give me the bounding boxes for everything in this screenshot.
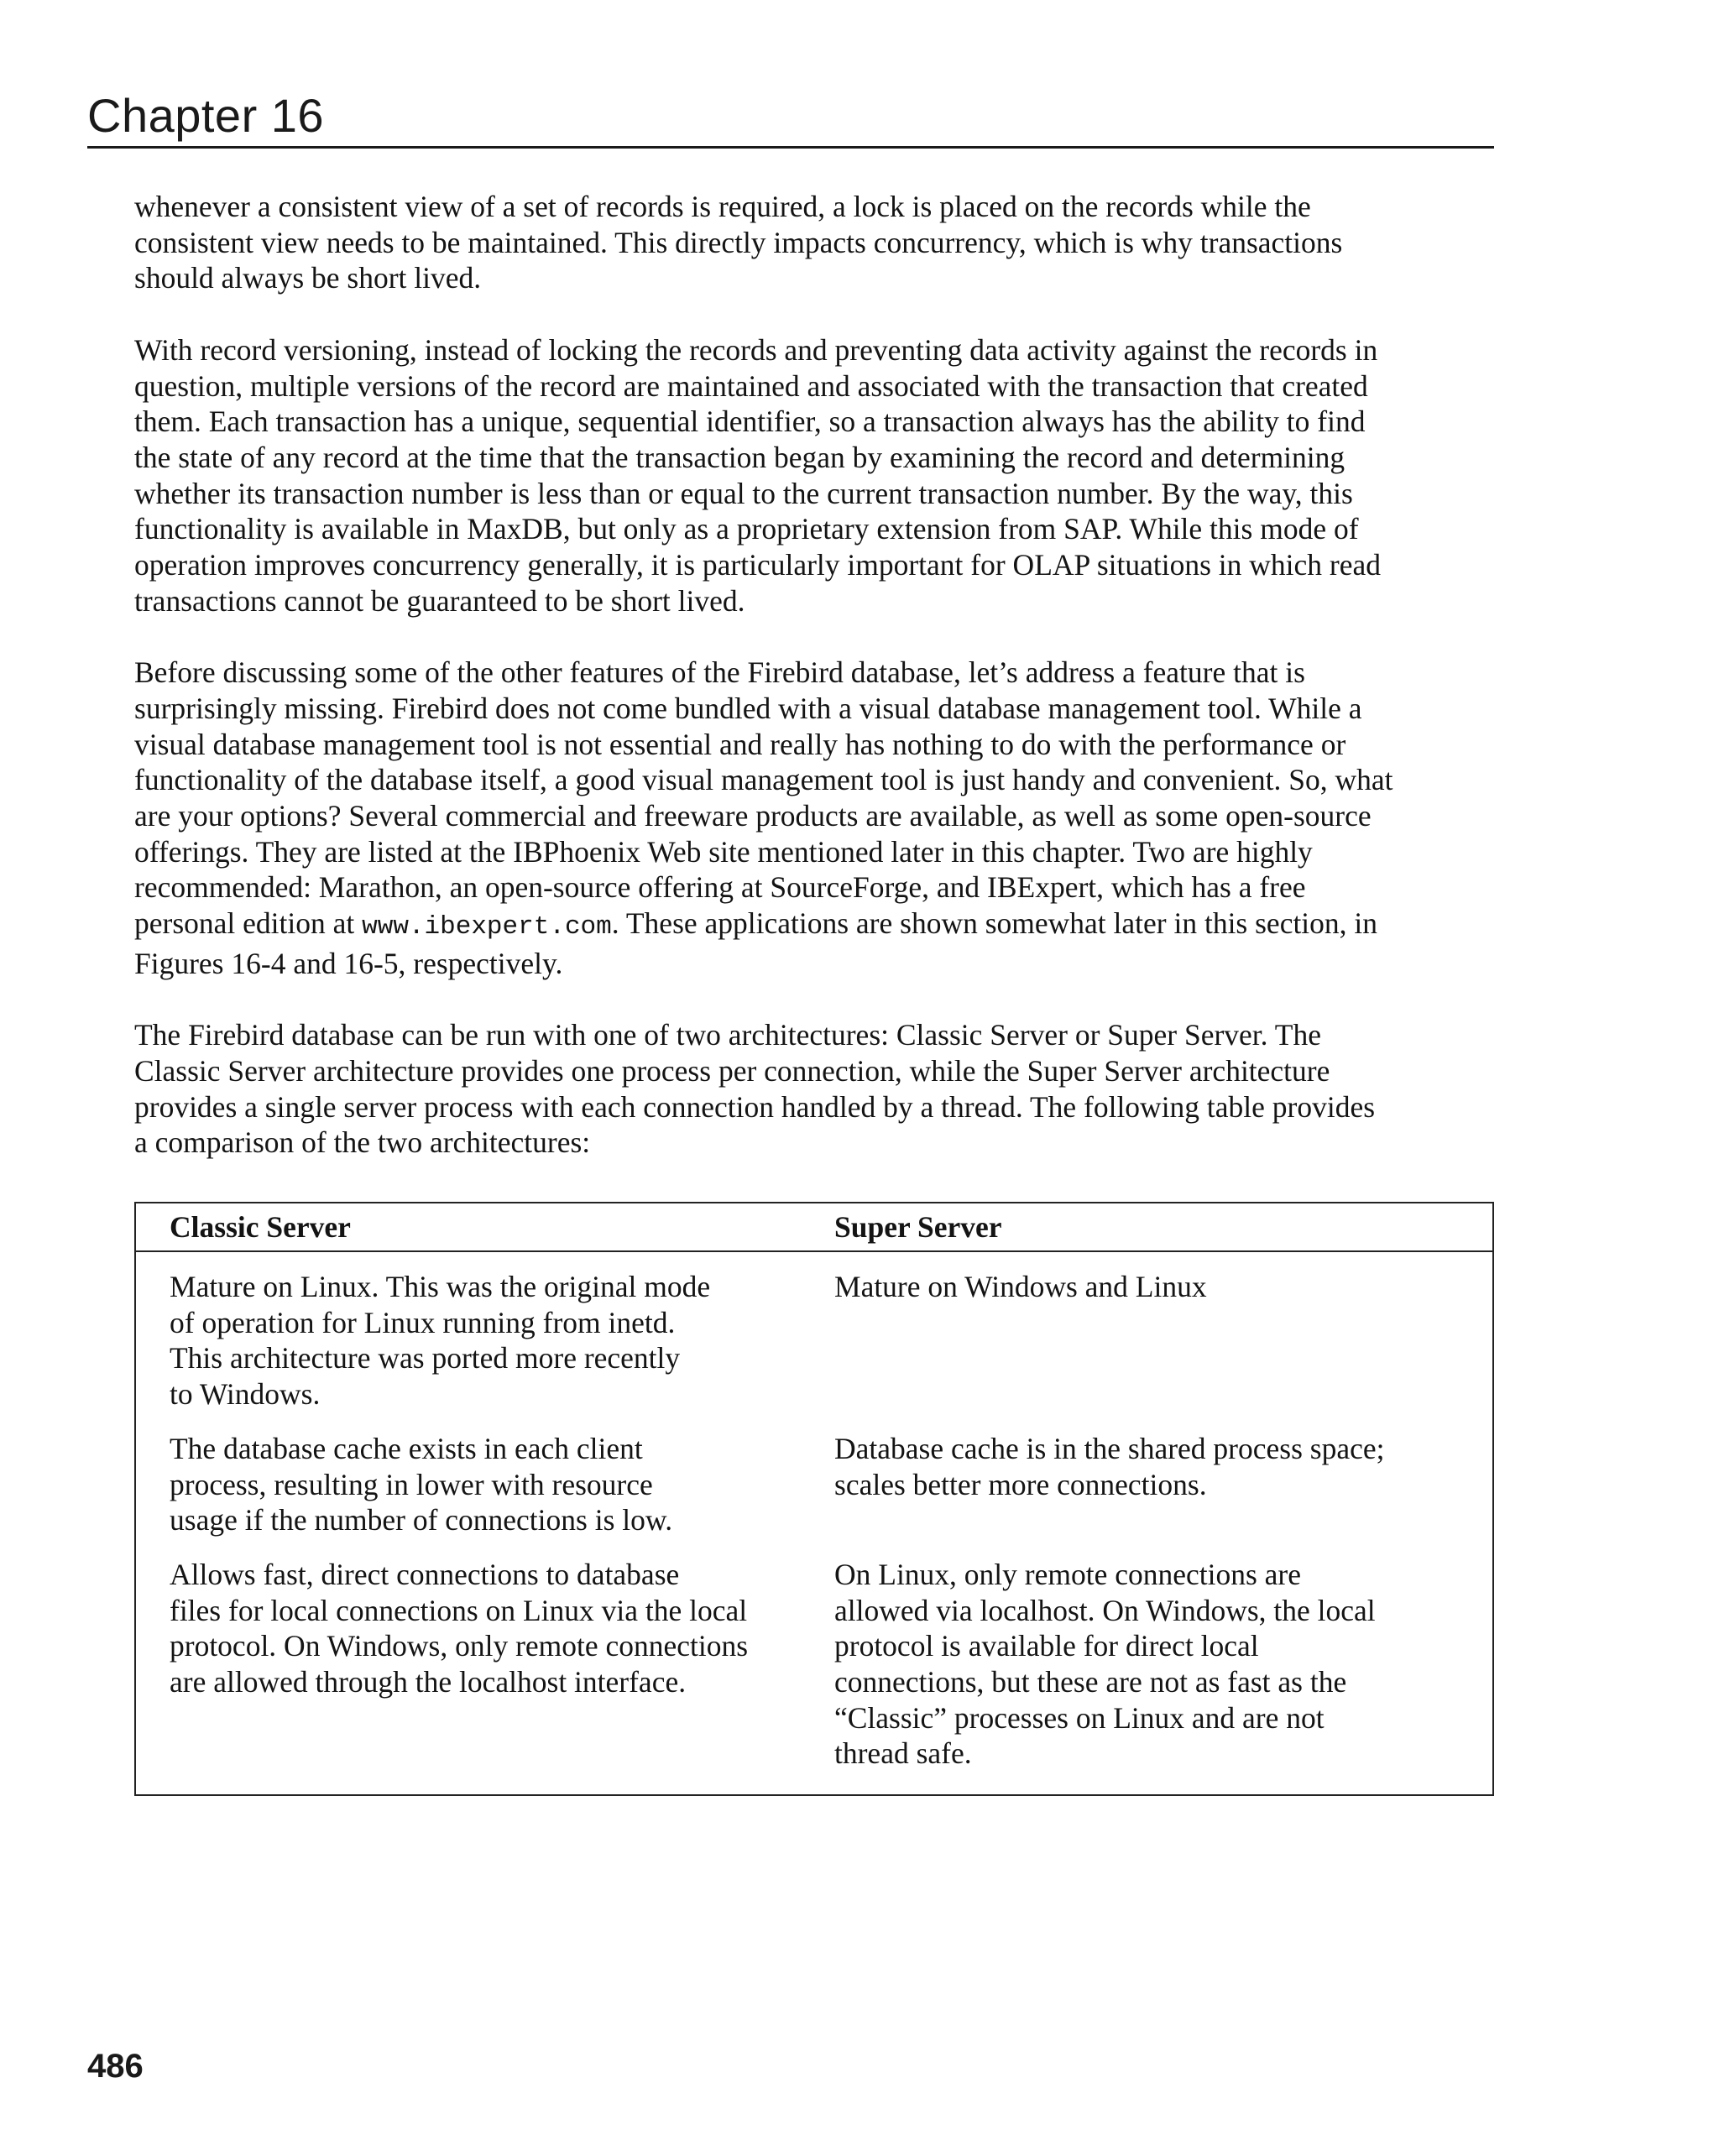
chapter-title: Chapter 16 [87,89,325,142]
classic-cell: Mature on Linux. This was the original mode of operation for Linux running from inetd. This architecture was ported more recently to Windows. [170,1270,711,1412]
table-row [136,1557,1492,1772]
ibexpert-url: www.ibexpert.com [362,912,612,942]
header-classic-server: Classic Server [170,1209,351,1244]
table-header-row [136,1203,1492,1252]
super-cell: Mature on Windows and Linux [834,1270,1207,1303]
super-cell: Database cache is in the shared process space; scales better more connections. [834,1431,1385,1501]
page-header [87,84,1494,149]
header-super-server: Super Server [834,1209,1002,1244]
paragraph-3-text-a: Before discussing some of the other features of the Firebird database, let’s address a feature that is surprisingly missing. Firebird does not come bundled with a visual database management tool. While a visual database management tool is not essential and really has nothing to do with the performance or functionality of the database itself, a good visual management tool is just handy and convenient. So, what are your options? Several commercial and freeware products are available, as well as some open-source offerings. They are listed at the IBPhoenix Web site mentioned later in this chapter. Two are highly recommended: Marathon, an open-source offering at SourceForge, and IBExpert, which has a free personal edition at [134,655,1393,941]
architecture-comparison-table [134,1202,1494,1796]
paragraph-3 [134,655,1494,981]
paragraph-1: whenever a consistent view of a set of records is required, a lock is placed on the records while the consistent view needs to be maintained. This directly impacts concurrency, which is why transactions should always be short lived. [134,190,1343,295]
paragraph-4: The Firebird database can be run with one of two architectures: Classic Server or Super Server. The Classic Server architecture provides one process per connection, while the Super Server architecture provides a single server process with each connection handled by a thread. The following table provides a comparison of the two architectures: [134,1018,1376,1160]
classic-cell: Allows fast, direct connections to database files for local connections on Linux via the local protocol. On Windows, only remote connections are allowed through the localhost interface. [170,1557,749,1699]
paragraph-3-text-b: . These applications are shown somewhat later in this section, in Figures 16-4 and 16-5, respectively. [134,906,1378,980]
super-cell: On Linux, only remote connections are allowed via localhost. On Windows, the local protocol is available for direct local connections, but these are not as fast as the “Classic” processes on Linux and are not thread safe. [834,1557,1376,1771]
body-text [134,189,1494,1197]
table-row [136,1431,1492,1538]
table-row [136,1269,1492,1412]
paragraph-2: With record versioning, instead of locking the records and preventing data activity against the records in question, multiple versions of the record are maintained and associated with the transaction that created them. Each transaction has a unique, sequential identifier, so a transaction always has the ability to find the state of any record at the time that the transaction began by examining the record and determining whether its transaction number is less than or equal to the current transaction number. By the way, this functionality is available in MaxDB, but only as a proprietary extension from SAP. While this mode of operation improves concurrency generally, it is particularly important for OLAP situations in which read transactions cannot be guaranteed to be short lived. [134,332,1381,618]
table-body [136,1252,1492,1772]
classic-cell: The database cache exists in each client process, resulting in lower with resource usage if the number of connections is low. [170,1431,673,1537]
page-number: 486 [87,2048,144,2085]
